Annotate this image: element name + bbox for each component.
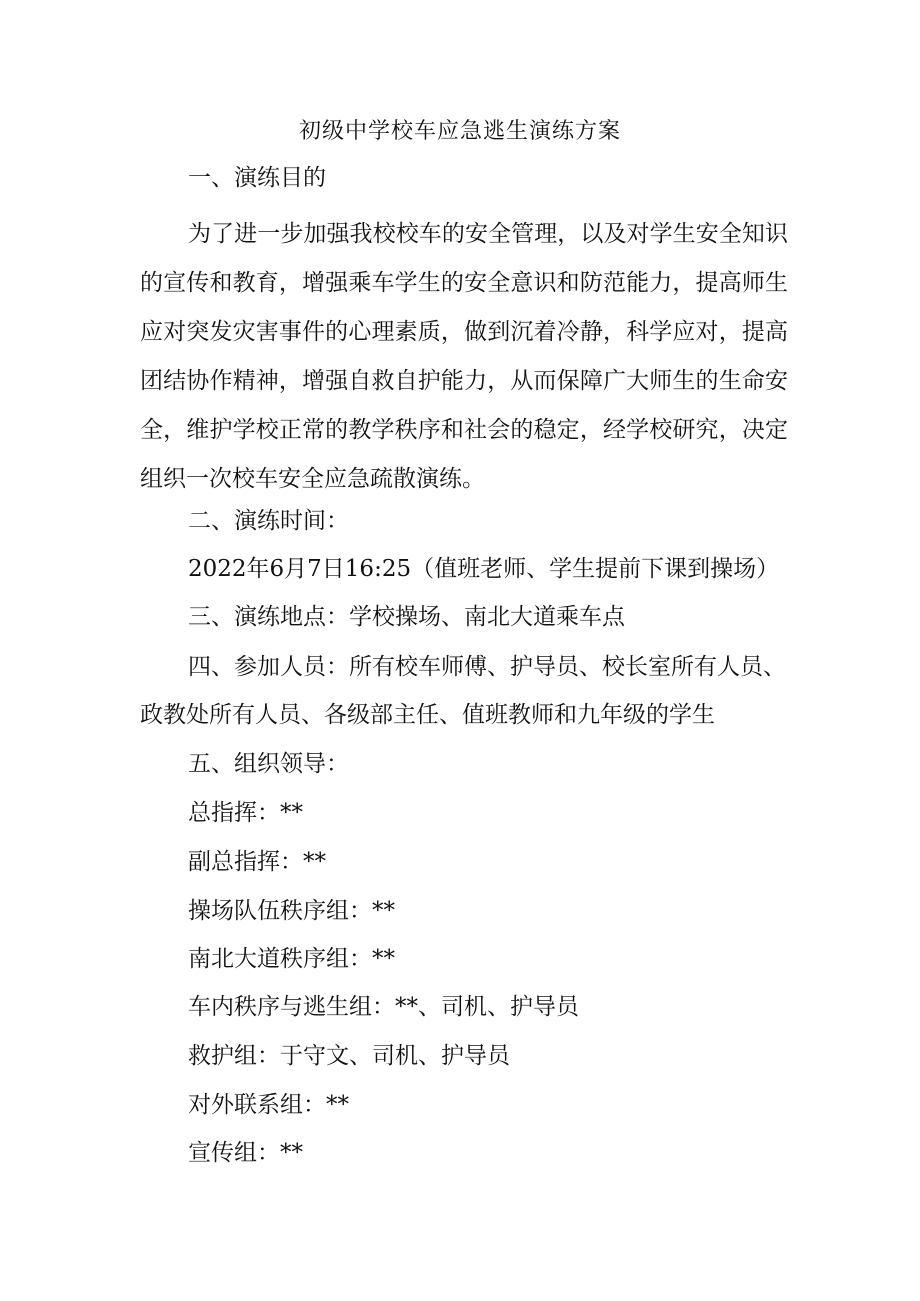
participants-line-1: 四、参加人员：所有校车师傅、护导员、校长室所有人员、 <box>188 654 786 680</box>
section-heading-purpose: 一、演练目的 <box>188 165 326 191</box>
section-heading-location: 三、演练地点：学校操场、南北大道乘车点 <box>188 604 625 630</box>
section-heading-time: 二、演练时间： <box>188 508 349 534</box>
role-commander: 总指挥：** <box>188 800 303 826</box>
role-external-contact: 对外联系组：** <box>188 1092 349 1118</box>
role-avenue-order: 南北大道秩序组：** <box>188 946 395 972</box>
participants-line-2: 政教处所有人员、各级部主任、值班教师和九年级的学生 <box>140 702 715 728</box>
purpose-paragraph: 为了进一步加强我校校车的安全管理，以及对学生安全知识的宣传和教育，增强乘车学生的安全意识和防范能力，提高师生应对突发灾害事件的心理素质，做到沉着冷静，科学应对，提高团结协作精神，增强自救自护能力，从而保障广大师生的生命安全，维护学校正常的教学秩序和社会的稳定，经学校研究，决定组织一次校车安全应急疏散演练。 <box>140 221 788 492</box>
drill-time-text: 2022年6月7日16:25（值班老师、学生提前下课到操场） <box>188 556 780 582</box>
role-deputy-commander: 副总指挥：** <box>188 849 326 875</box>
role-publicity: 宣传组：** <box>188 1140 303 1166</box>
role-vehicle-escape: 车内秩序与逃生组：**、司机、护导员 <box>188 994 579 1020</box>
section-heading-leadership: 五、组织领导： <box>188 751 349 777</box>
role-rescue: 救护组：于守文、司机、护导员 <box>188 1043 510 1069</box>
document-title: 初级中学校车应急逃生演练方案 <box>298 119 621 144</box>
role-playground-order: 操场队伍秩序组：** <box>188 898 395 924</box>
